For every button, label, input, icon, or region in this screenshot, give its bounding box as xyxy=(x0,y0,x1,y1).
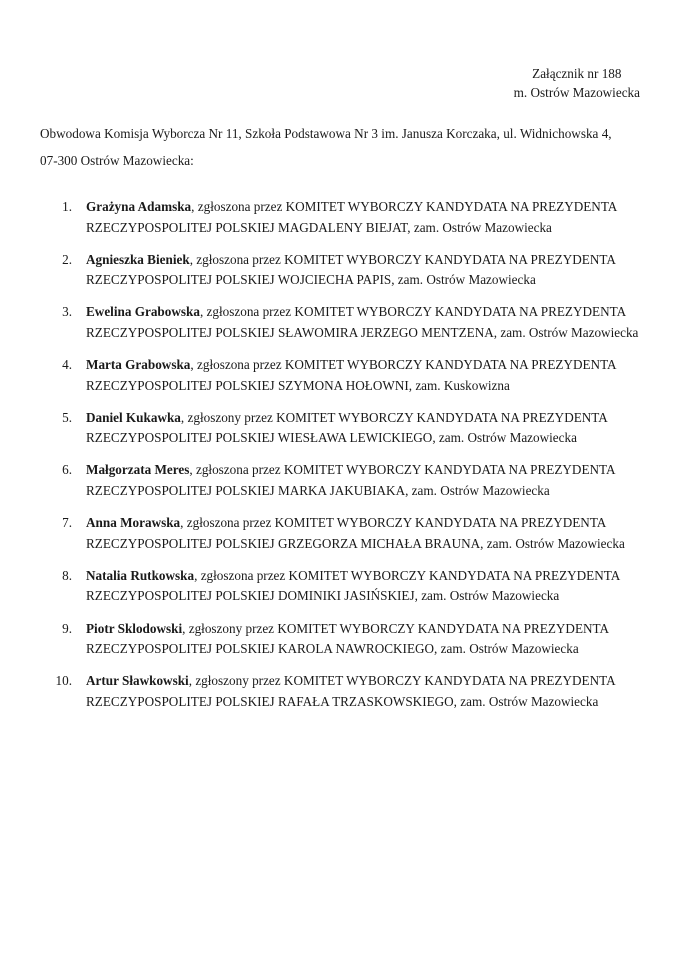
attachment-label: Załącznik nr 188 xyxy=(532,66,622,81)
candidate-name: Agnieszka Bieniek xyxy=(86,251,190,267)
candidate-name: Natalia Rutkowska xyxy=(86,567,195,583)
document-header xyxy=(514,64,640,102)
candidate-committee: , zgłoszona przez KOMITET WYBORCZY KANDYDATA NA PREZYDENTA RZECZYPOSPOLITEJ POLSKIEJ SZYMONA HOŁOWNI, zam. Kuskowizna xyxy=(86,357,616,393)
item-text xyxy=(86,566,652,607)
candidate-committee: , zgłoszona przez KOMITET WYBORCZY KANDYDATA NA PREZYDENTA RZECZYPOSPOLITEJ POLSKIEJ MAGDALENY BIEJAT, zam. Ostrów Mazowiecka xyxy=(86,199,617,235)
candidate-committee: , zgłoszony przez KOMITET WYBORCZY KANDYDATA NA PREZYDENTA RZECZYPOSPOLITEJ POLSKIEJ WIESŁAWA LEWICKIEGO, zam. Ostrów Mazowiecka xyxy=(86,409,608,446)
item-text xyxy=(86,197,652,238)
item-text xyxy=(86,513,652,554)
item-number: 6. xyxy=(62,462,72,478)
candidate-name: Grażyna Adamska xyxy=(86,199,192,214)
commission-intro-line-1: Obwodowa Komisja Wyborcza Nr 11, Szkoła Podstawowa Nr 3 im. Janusza Korczaka, ul. Widnichowska 4, xyxy=(40,126,612,141)
item-text xyxy=(86,408,652,449)
candidate-name: Daniel Kukawka xyxy=(86,409,181,425)
candidate-committee: , zgłoszona przez KOMITET WYBORCZY KANDYDATA NA PREZYDENTA RZECZYPOSPOLITEJ POLSKIEJ WOJCIECHA PAPIS, zam. Ostrów Mazowiecka xyxy=(86,251,616,288)
list-item xyxy=(40,302,652,343)
item-number: 10. xyxy=(55,673,72,689)
item-number: 3. xyxy=(62,304,72,320)
item-number: 1. xyxy=(62,199,72,214)
list-item xyxy=(40,671,652,712)
commission-intro-paragraph xyxy=(40,120,650,174)
candidate-name: Marta Grabowska xyxy=(86,357,191,373)
candidate-name: Małgorzata Meres xyxy=(86,462,190,478)
item-number: 5. xyxy=(62,409,72,425)
candidate-committee: , zgłoszona przez KOMITET WYBORCZY KANDYDATA NA PREZYDENTA RZECZYPOSPOLITEJ POLSKIEJ SŁAWOMIRA JERZEGO MENTZENA, zam. Ostrów Mazowiecka xyxy=(86,304,639,340)
candidate-committee: , zgłoszona przez KOMITET WYBORCZY KANDYDATA NA PREZYDENTA RZECZYPOSPOLITEJ POLSKIEJ GRZEGORZA MICHAŁA BRAUNA, zam. Ostrów Mazowiecka xyxy=(86,515,625,551)
list-item xyxy=(40,197,652,238)
list-item xyxy=(40,355,652,396)
list-item xyxy=(40,566,652,607)
candidate-committee: , zgłoszona przez KOMITET WYBORCZY KANDYDATA NA PREZYDENTA RZECZYPOSPOLITEJ POLSKIEJ DOMINIKI JASIŃSKIEJ, zam. Ostrów Mazowiecka xyxy=(86,567,620,604)
item-number: 2. xyxy=(62,251,72,267)
list-item xyxy=(40,460,652,501)
item-number: 4. xyxy=(62,357,72,373)
candidate-name: Anna Morawska xyxy=(86,515,181,531)
item-text xyxy=(86,250,652,291)
municipality-label: m. Ostrów Mazowiecka xyxy=(513,85,640,100)
item-number: 8. xyxy=(62,567,72,583)
candidate-name: Piotr Sklodowski xyxy=(86,620,183,636)
item-text xyxy=(86,671,652,712)
candidate-committee: , zgłoszony przez KOMITET WYBORCZY KANDYDATA NA PREZYDENTA RZECZYPOSPOLITEJ POLSKIEJ RAFAŁA TRZASKOWSKIEGO, zam. Ostrów Mazowiecka xyxy=(86,673,615,709)
candidate-name: Ewelina Grabowska xyxy=(86,304,200,320)
list-item xyxy=(40,513,652,554)
candidate-committee: , zgłoszona przez KOMITET WYBORCZY KANDYDATA NA PREZYDENTA RZECZYPOSPOLITEJ POLSKIEJ MARKA JAKUBIAKA, zam. Ostrów Mazowiecka xyxy=(86,462,615,499)
item-text xyxy=(86,302,652,343)
candidate-list xyxy=(40,197,652,724)
list-item xyxy=(40,250,652,291)
item-text xyxy=(86,619,652,660)
item-number: 9. xyxy=(62,620,72,636)
item-text xyxy=(86,355,652,396)
candidate-committee: , zgłoszony przez KOMITET WYBORCZY KANDYDATA NA PREZYDENTA RZECZYPOSPOLITEJ POLSKIEJ KAROLA NAWROCKIEGO, zam. Ostrów Mazowiecka xyxy=(86,620,609,657)
list-item xyxy=(40,619,652,660)
list-item xyxy=(40,408,652,449)
item-number: 7. xyxy=(62,515,72,531)
candidate-name: Artur Sławkowski xyxy=(86,673,189,689)
item-text xyxy=(86,460,652,501)
commission-intro-line-2: 07-300 Ostrów Mazowiecka: xyxy=(40,153,194,168)
